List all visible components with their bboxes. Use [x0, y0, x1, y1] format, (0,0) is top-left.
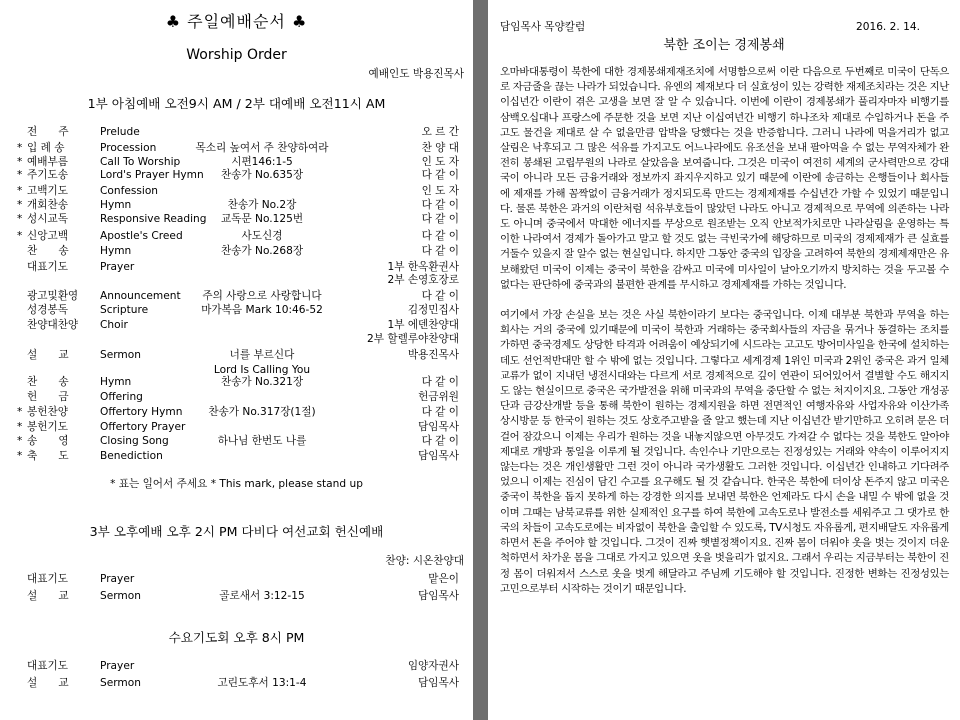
- item-korean-label: 봉헌찬양: [27, 406, 68, 418]
- stand-mark: *: [17, 406, 23, 418]
- item-korean-label: 봉헌기도: [27, 421, 68, 433]
- stand-mark: *: [17, 435, 23, 447]
- item-english-label: Procession: [100, 142, 157, 154]
- section3-choir: 찬양: 시온찬양대: [385, 555, 464, 567]
- stand-mark: *: [17, 142, 23, 154]
- item-detail: 목소리 높여서 주 찬양하여라: [195, 142, 329, 154]
- item-leader: 다 같 이: [421, 435, 459, 447]
- item-english-label: Benediction: [100, 450, 163, 462]
- stand-mark: *: [17, 230, 23, 242]
- item-leader: 다 같 이: [421, 169, 459, 181]
- item-korean-label: 광고및환영: [27, 290, 79, 302]
- worship-leader: 예배인도 박용진목사: [368, 68, 464, 80]
- item-english-label: Hymn: [100, 245, 132, 257]
- section3-title: 3부 오후예배 오후 2시 PM 다비다 여선교회 헌신예배: [89, 524, 384, 539]
- item-leader: 2부 손영호장로: [387, 274, 459, 286]
- item-detail: 찬송가 No.2장: [227, 199, 297, 211]
- column-paragraph: 오마바대통령이 북한에 대한 경제봉쇄제재조치에 서명함으로써 이란 다음으로 두번째로 미국이 단독으로 자금줄을 끊는 나라가 되었습니다. 유엔의 제재보다 더 실효성이 있는 강력한 재제조치라는 것은 지난 이십년간 이란이 겪은 고생을 보면 잘 알 수 있습니다. 이번에 이란이 경제봉쇄가 풀리자마자 비행기를 삼백오십대나 프랑스에 주문한 것을 보면 지난 이십여년간 비행기 하나조차 제대로 수입하거나 돈을 주고도 물건을 제대로 살 수 없을만큼 압박을 당했다는 것을 반증합니다. 그러니 나라에 먹을거리가 없고 살림은 낙후되고 그 많은 석유를 가지고도 어느나라에도 유조선을 보내 팔아먹을 수 없는 무역자체가 완전히 봉쇄된 고립무원의 나라로 살았음을 보여줍니다. 그것은 미국이 여전히 세계의 군사력만으로 강대국이 아니라 모든 금융거래와 정보까지 좌지우지하고 있기 때문에 이란에 송금하는 은행들이나 회사들에 제재를 가해 꼼짝없이 금융거래가 정지되도록 만드는 경제제재를 수십년간 가할 수 있었기 때문입니다. 물론 북한은 과거의 이란처럼 석유부호들이 많았던 나라도 아니고 경제적으로 무역에 의존하는 나라도 아니며 중국에서 막대한 에너지를 무상으로 원조받는 오직 안보적가치로만 나라살림을 운영하는 특이한 나라여서 경제가 돌아가고 말고 할 것도 없는 극빈국가에 해당하므로 미국의 경제제재가 큰 실효를 거둘수 있을지 잘 알수 없는 현실입니다. 하지만 그동안 중국의 입장을 고려하여 북한의 경제제재만은 유보해왔던 미국이 이제는 중국이 북한을 감싸고 미국에 미사일이 날아오기까지 방치하는 것을 두고볼 수 없다는 판단하에 중국과의 불편한 관계를 무시하고 경제제재를 가하는 것입니다.: [500, 66, 949, 291]
- item-english-label: Offering: [100, 391, 143, 403]
- item-english-label: Lord's Prayer Hymn: [100, 169, 204, 181]
- item-english-label: Offertory Hymn: [100, 406, 183, 418]
- item-leader: 담임목사: [418, 421, 459, 433]
- item-leader: 김정민집사: [407, 304, 459, 316]
- item-korean-label: 헌 금: [27, 391, 69, 403]
- item-english-label: Announcement: [100, 290, 181, 302]
- item-detail: 마가복음 Mark 10:46-52: [201, 304, 323, 316]
- item-english-label: Prayer: [100, 660, 135, 672]
- item-leader: 인 도 자: [421, 156, 459, 168]
- item-korean-label: 개회찬송: [27, 199, 68, 211]
- item-korean-label: 설 교: [27, 349, 69, 361]
- item-leader: 다 같 이: [421, 213, 459, 225]
- item-detail: 너를 부르신다: [229, 349, 295, 361]
- item-leader: 맡은이: [428, 573, 459, 585]
- item-korean-label: 신앙고백: [27, 230, 68, 242]
- item-english-label: Hymn: [100, 199, 132, 211]
- item-leader: 헌금위원: [418, 391, 459, 403]
- bulletin-title: ♣ 주일예배순서 ♣: [165, 12, 308, 31]
- item-english-label: Prayer: [100, 573, 135, 585]
- item-detail: 주의 사랑으로 사랑합니다: [202, 290, 322, 302]
- item-korean-label: 전 주: [27, 126, 69, 138]
- item-korean-label: 예배부름: [27, 156, 68, 168]
- item-english-label: Closing Song: [100, 435, 169, 447]
- item-english-label: Offertory Prayer: [100, 421, 186, 433]
- item-english-label: Responsive Reading: [100, 213, 207, 225]
- item-korean-label: 입 례 송: [27, 142, 65, 154]
- column-date: 2016. 2. 14.: [855, 21, 920, 33]
- stand-mark: *: [17, 156, 23, 168]
- item-leader: 담임목사: [418, 450, 459, 462]
- item-detail: 사도신경: [241, 230, 283, 242]
- item-leader: 2부 할렐루야찬양대: [367, 333, 459, 345]
- item-korean-label: 성경봉독: [27, 304, 68, 316]
- item-detail: 하나님 한번도 나를: [217, 435, 307, 447]
- item-english-label: Prelude: [100, 126, 140, 138]
- column-paragraph: 여기에서 가장 손실을 보는 것은 사실 북한이라기 보다는 중국입니다. 이제 대부분 북한과 무역을 하는 회사는 거의 중국에 있기때문에 미국이 북한과 거래하는 중국회사들의 자금을 묶거나 동결하는 조치를 가하면 중국경제도 상당한 타격과 어려움이 예상되기에 시드라는 고고도 방어미사일을 한국에 설치하는데도 선언적반대만 할 수 밖에 없는 것입니다. 그렇다고 세계경제 1위인 미국과 2위인 중국은 과거 일체 교류가 없이 지내던 냉전시대와는 다르게 서로 경제적으로 깊이 연관이 되어있어서 결별할 수도 해지지도 않는 현실이므로 중국은 국가발전을 위해 미국과의 무역을 중단할 수 없는 처지이지요. 그동안 개성공단과 금강산개발 등을 통해 북한이 원하는 경제지원을 하면 전면적인 여행자유와 사업자유와 이산가족 상시방문 등 한국이 원하는 것도 상호주고받을 줄 알고 했는데 지난 이십년간 받기만하고 오히려 문은 더 걸어 잠갔으니 이제는 우리가 원하는 것을 내놓지않으면 아무것도 가져갈 수 없다는 것을 북한도 알아야 제대로 개방과 통일을 이루게 될 것입니다. 속인수나 기만으로는 진정성있는 거래와 약속이 이루어지지 않는다는 것은 개인생활만 그런 것이 아니라 국가생활도 그러한 것입니다. 이십년간 인내하고 기다려주었으니 이제는 진심이 담긴 수고를 요구해도 될 것 같습니다. 한국은 북한에 더이상 돈주지 않고 미국은 중국이 북한을 돕지 못하게 하는 강경한 의지를 보내면 북한은 언제라도 다시 손을 내밀 수 밖에 없을 것이며 그때는 남북교류를 위한 실제적인 요구를 하여 북한에 고속도로나 발전소를 세워주고 그 댓가로 한국의 차들이 고속도로에는 비자없이 북한을 출입할 수 있도록, TV시청도 자유롭게, 편지배달도 자유롭게 하면서 돈을 주어야 할 것입니다. 그것이 진짜 햇볕정책이지요. 진짜 몸이 더워야 옷을 벗는 것이지 더운척하면서 차가운 몸을 그대로 가지고 있으면 옷을 벗을리가 없지요. 그래서 우리는 지금부터는 북한이 진정 몸이 더워져서 스스로 옷을 벗게 해달라고 주님께 기도해야 할 것입니다. 진정한 변화는 진정성있는 고민으로부터 시작하는 것이기 때문입니다.: [500, 309, 949, 595]
- section1-title: 1부 아침예배 오전9시 AM / 2부 대예배 오전11시 AM: [87, 96, 386, 111]
- item-english-label: Sermon: [100, 349, 141, 361]
- item-korean-label: 설 교: [27, 590, 69, 602]
- worship-order-page: [0, 0, 473, 720]
- stand-note: * 표는 일어서 주세요 * This mark, please stand up: [110, 478, 363, 490]
- bulletin-subtitle: Worship Order: [186, 47, 287, 63]
- item-detail: 찬송가 No.321장: [220, 376, 304, 388]
- pastor-column-page: [488, 0, 960, 720]
- item-leader: 담임목사: [418, 677, 459, 689]
- item-detail: 찬송가 No.635장: [220, 169, 304, 181]
- stand-mark: *: [17, 169, 23, 181]
- item-english-label: Apostle's Creed: [100, 230, 183, 242]
- item-korean-label: 송 영: [27, 435, 69, 447]
- item-leader: 임양자권사: [407, 660, 459, 672]
- item-leader: 다 같 이: [421, 245, 459, 257]
- item-leader: 박용진목사: [407, 349, 459, 361]
- item-detail: 찬송가 No.268장: [220, 245, 304, 257]
- item-leader: 다 같 이: [421, 230, 459, 242]
- item-detail: 고린도후서 13:1-4: [217, 677, 307, 689]
- column-title: 북한 조이는 경제봉쇄: [663, 38, 785, 53]
- item-english-label: Choir: [100, 319, 128, 331]
- item-detail: 교독문 No.125번: [220, 213, 304, 225]
- item-korean-label: 대표기도: [27, 573, 68, 585]
- item-korean-label: 고백기도: [27, 185, 68, 197]
- item-leader: 1부 한옥환권사: [387, 261, 459, 273]
- item-english-label: Sermon: [100, 590, 141, 602]
- column-label: 담임목사 목양칼럼: [500, 21, 586, 33]
- stand-mark: *: [17, 421, 23, 433]
- item-leader: 다 같 이: [421, 199, 459, 211]
- item-leader: 다 같 이: [421, 290, 459, 302]
- item-korean-label: 대표기도: [27, 261, 68, 273]
- item-detail: 시편146:1-5: [231, 156, 293, 168]
- item-korean-label: 주기도송: [27, 169, 68, 181]
- item-korean-label: 찬양대찬양: [27, 319, 79, 331]
- item-leader: 찬 양 대: [421, 142, 459, 154]
- item-korean-label: 대표기도: [27, 660, 68, 672]
- item-detail: 찬송가 No.317장(1절): [208, 406, 316, 418]
- stand-mark: *: [17, 213, 23, 225]
- item-english-label: Confession: [100, 185, 159, 197]
- item-detail: 골로새서 3:12-15: [219, 590, 305, 602]
- stand-mark: *: [17, 450, 23, 462]
- item-leader: 1부 에덴찬양대: [387, 319, 459, 331]
- item-leader: 다 같 이: [421, 376, 459, 388]
- item-korean-label: 축 도: [27, 450, 69, 462]
- item-english-label: Hymn: [100, 376, 132, 388]
- item-leader: 담임목사: [418, 590, 459, 602]
- stand-mark: *: [17, 199, 23, 211]
- item-leader: 오 르 간: [421, 126, 459, 138]
- item-korean-label: 성시교독: [27, 213, 68, 225]
- item-korean-label: 찬 송: [27, 245, 69, 257]
- item-korean-label: 설 교: [27, 677, 69, 689]
- stand-mark: *: [17, 185, 23, 197]
- column-body: [500, 65, 949, 612]
- item-english-label: Scripture: [100, 304, 149, 316]
- item-detail: Lord Is Calling You: [213, 364, 311, 376]
- item-english-label: Prayer: [100, 261, 135, 273]
- item-english-label: Sermon: [100, 677, 141, 689]
- section4-title: 수요기도회 오후 8시 PM: [168, 630, 305, 645]
- item-korean-label: 찬 송: [27, 376, 69, 388]
- item-leader: 인 도 자: [421, 185, 459, 197]
- item-leader: 다 같 이: [421, 406, 459, 418]
- item-english-label: Call To Worship: [100, 156, 181, 168]
